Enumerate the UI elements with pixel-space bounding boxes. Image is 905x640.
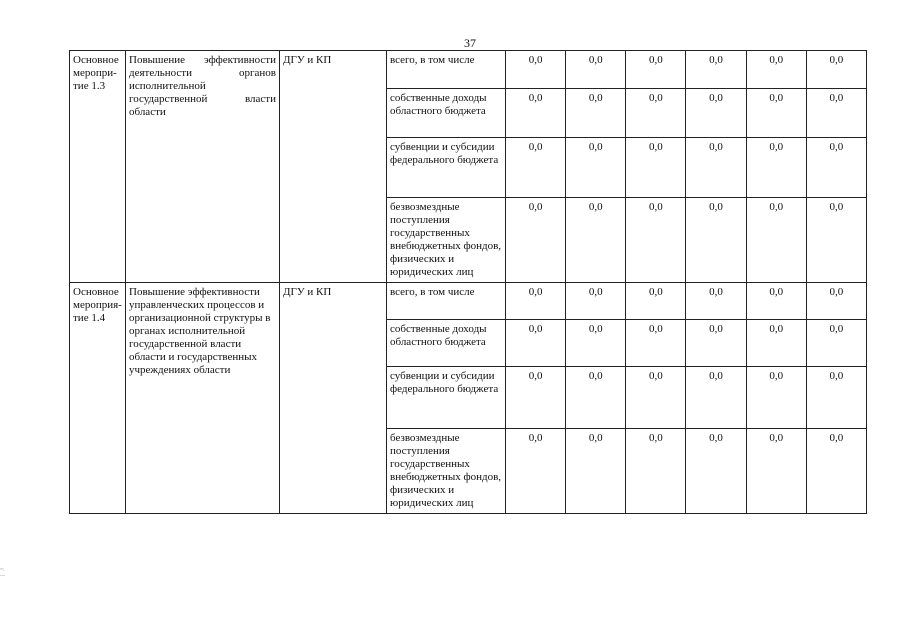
value-cell: 0,0 bbox=[686, 283, 746, 320]
value-cell: 0,0 bbox=[746, 367, 806, 429]
value-cell: 0,0 bbox=[566, 429, 626, 514]
value-cell: 0,0 bbox=[626, 138, 686, 198]
value-cell: 0,0 bbox=[626, 198, 686, 283]
table-row bbox=[70, 51, 867, 89]
value-cell: 0,0 bbox=[626, 367, 686, 429]
funding-source: всего, в том числе bbox=[387, 283, 506, 320]
margin-mark-line: — bbox=[0, 574, 5, 579]
funding-source: собственные доходы областного бюджета bbox=[387, 89, 506, 138]
value-cell: 0,0 bbox=[746, 89, 806, 138]
value-cell: 0,0 bbox=[566, 198, 626, 283]
margin-mark bbox=[0, 568, 5, 580]
value-cell: 0,0 bbox=[806, 367, 866, 429]
activity-executor: ДГУ и КП bbox=[280, 51, 387, 283]
funding-source: всего, в том числе bbox=[387, 51, 506, 89]
value-cell: 0,0 bbox=[686, 320, 746, 367]
activity-code: Основное меропри-тие 1.3 bbox=[70, 51, 126, 283]
value-cell: 0,0 bbox=[686, 198, 746, 283]
funding-source: субвенции и субсидии федерального бюджета bbox=[387, 367, 506, 429]
funding-source: собственные доходы областного бюджета bbox=[387, 320, 506, 367]
value-cell: 0,0 bbox=[566, 138, 626, 198]
value-cell: 0,0 bbox=[626, 320, 686, 367]
value-cell: 0,0 bbox=[506, 429, 566, 514]
value-cell: 0,0 bbox=[566, 283, 626, 320]
activity-executor: ДГУ и КП bbox=[280, 283, 387, 514]
value-cell: 0,0 bbox=[746, 283, 806, 320]
value-cell: 0,0 bbox=[746, 51, 806, 89]
value-cell: 0,0 bbox=[806, 320, 866, 367]
value-cell: 0,0 bbox=[686, 138, 746, 198]
value-cell: 0,0 bbox=[686, 429, 746, 514]
value-cell: 0,0 bbox=[686, 89, 746, 138]
value-cell: 0,0 bbox=[806, 198, 866, 283]
margin-mark-line: =: bbox=[0, 568, 5, 573]
value-cell: 0,0 bbox=[686, 51, 746, 89]
value-cell: 0,0 bbox=[806, 89, 866, 138]
value-cell: 0,0 bbox=[746, 320, 806, 367]
value-cell: 0,0 bbox=[566, 51, 626, 89]
value-cell: 0,0 bbox=[506, 367, 566, 429]
value-cell: 0,0 bbox=[506, 320, 566, 367]
value-cell: 0,0 bbox=[566, 367, 626, 429]
value-cell: 0,0 bbox=[686, 367, 746, 429]
value-cell: 0,0 bbox=[566, 89, 626, 138]
value-cell: 0,0 bbox=[806, 51, 866, 89]
page-number: 37 bbox=[464, 36, 476, 50]
value-cell: 0,0 bbox=[746, 198, 806, 283]
value-cell: 0,0 bbox=[806, 283, 866, 320]
value-cell: 0,0 bbox=[566, 320, 626, 367]
table-row bbox=[70, 283, 867, 320]
value-cell: 0,0 bbox=[506, 51, 566, 89]
value-cell: 0,0 bbox=[746, 429, 806, 514]
funding-source: безвозмездные поступления государственных внебюджетных фондов, физических и юридических лиц bbox=[387, 198, 506, 283]
activity-name: Повышение эффективности управленческих процессов и организационной структуры в органах исполнительной государственной власти области и государственных учреждениях области bbox=[126, 283, 280, 514]
value-cell: 0,0 bbox=[506, 198, 566, 283]
value-cell: 0,0 bbox=[626, 51, 686, 89]
value-cell: 0,0 bbox=[806, 138, 866, 198]
value-cell: 0,0 bbox=[746, 138, 806, 198]
value-cell: 0,0 bbox=[506, 283, 566, 320]
funding-source: безвозмездные поступления государственных внебюджетных фондов, физических и юридических лиц bbox=[387, 429, 506, 514]
budget-table bbox=[69, 50, 867, 514]
value-cell: 0,0 bbox=[626, 89, 686, 138]
value-cell: 0,0 bbox=[506, 89, 566, 138]
activity-name: Повышение эффективности деятельности органов исполнительной государственной власти области bbox=[126, 51, 280, 283]
value-cell: 0,0 bbox=[806, 429, 866, 514]
value-cell: 0,0 bbox=[506, 138, 566, 198]
value-cell: 0,0 bbox=[626, 429, 686, 514]
funding-source: субвенции и субсидии федерального бюджета bbox=[387, 138, 506, 198]
value-cell: 0,0 bbox=[626, 283, 686, 320]
activity-code: Основное мероприя-тие 1.4 bbox=[70, 283, 126, 514]
